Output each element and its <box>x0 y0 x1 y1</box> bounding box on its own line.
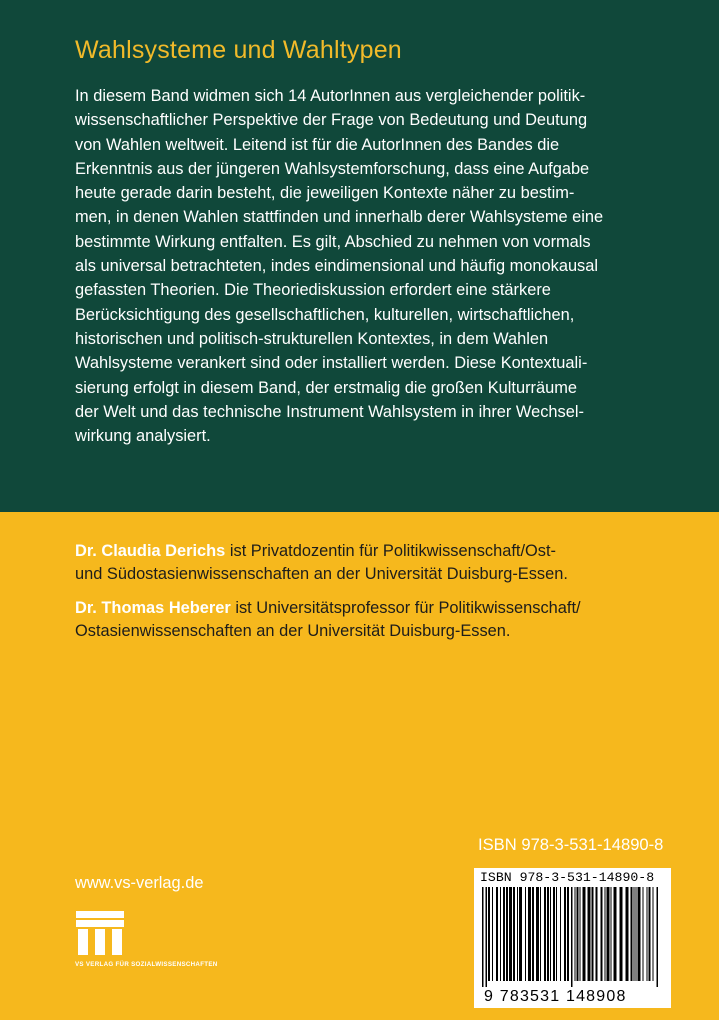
barcode-bar <box>517 887 518 981</box>
description-line: heute gerade darin besteht, die jeweiligen Kontexte näher zu bestim- <box>75 184 575 203</box>
author-bio <box>75 540 675 586</box>
barcode-bar <box>486 887 488 987</box>
author-name: Dr. Claudia Derichs <box>75 542 226 560</box>
barcode-bar <box>596 887 598 981</box>
barcode-bar <box>575 887 576 981</box>
barcode-bar <box>614 887 617 981</box>
publisher-website-link[interactable]: www.vs-verlag.de <box>75 874 204 892</box>
publisher-logo-caption: VS VERLAG FÜR SOZIALWISSENSCHAFTEN <box>75 961 218 968</box>
description-line: In diesem Band widmen sich 14 AutorInnen aus vergleichender politik- <box>75 87 586 105</box>
description-line: historischen und politisch-strukturellen Kontextes, in dem Wahlen <box>75 329 549 348</box>
barcode-bar <box>564 887 566 981</box>
barcode-bar <box>647 887 648 981</box>
barcode-bar <box>634 887 635 981</box>
barcode-bar <box>592 887 594 981</box>
author-bio-line <box>75 540 675 563</box>
barcode-bar <box>496 887 498 981</box>
isbn-label: ISBN 978-3-531-14890-8 <box>478 835 664 854</box>
barcode-bar <box>503 887 505 981</box>
barcode-bar <box>560 887 561 981</box>
description-line: sierung erfolgt in diesem Band, der erstmalig die großen Kulturräume <box>75 378 577 397</box>
barcode-bar <box>556 887 557 981</box>
author-bio-line: Ostasienwissenschaften an der Universität Duisburg-Essen. <box>75 622 511 640</box>
barcode-bar <box>544 887 546 981</box>
barcode-bar <box>607 887 610 981</box>
description-line: bestimmte Wirkung entfalten. Es gilt, Abschied zu nehmen von vormals <box>75 232 591 251</box>
barcode-bar <box>631 887 633 981</box>
description-line: als universal betrachteten, indes eindimensional und häufig monokausal <box>75 257 599 276</box>
barcode-bar <box>653 887 654 981</box>
barcode-bar <box>540 887 541 981</box>
author-bio-line <box>75 597 675 620</box>
barcode-bar <box>532 887 534 981</box>
barcode-bar <box>482 887 484 987</box>
author-bio-line: und Südostasienwissenschaften an der Universität Duisburg-Essen. <box>75 565 568 583</box>
description-line: der Welt und das technische Instrument Wahlsystem in ihrer Wechsel- <box>75 402 584 421</box>
barcode-bar <box>500 887 501 981</box>
barcode-bar <box>605 887 606 981</box>
author-bio-text: ist Universitätsprofessor für Politikwissenschaft/ <box>230 599 581 617</box>
book-title: Wahlsysteme und Wahltypen <box>75 36 402 64</box>
author-bio <box>75 597 675 643</box>
description-line: Wahlsysteme verankert sind oder installiert werden. Diese Kontextuali- <box>75 354 588 373</box>
barcode-bar <box>525 887 526 981</box>
barcode-bar <box>611 887 612 981</box>
book-description <box>75 84 655 448</box>
description-line: men, in denen Wahlen stattfinden und innerhalb derer Wahlsysteme eine <box>75 208 604 227</box>
barcode-bar <box>488 887 490 981</box>
barcode-bar <box>638 887 641 981</box>
barcode-bar <box>492 887 493 981</box>
barcode-bar <box>588 887 591 981</box>
author-bio-text: ist Privatdozentin für Politikwissenschaft/Ost- <box>225 542 556 560</box>
barcode-bar <box>620 887 623 981</box>
author-bios <box>75 540 675 654</box>
barcode-bar <box>580 887 581 981</box>
barcode-bar <box>553 887 555 981</box>
barcode-bar <box>550 887 551 981</box>
barcode-bar <box>601 887 603 981</box>
barcode-bar <box>536 887 539 981</box>
description-line: gefassten Theorien. Die Theoriediskussion erfordert eine stärkere <box>75 281 551 300</box>
barcode-bar <box>636 887 637 981</box>
barcode-bar <box>509 887 512 981</box>
publisher-logo-icon <box>76 911 124 955</box>
barcode-bar <box>547 887 549 981</box>
barcode-bar <box>649 887 651 981</box>
barcode-digits: 9 783531 148908 <box>484 988 627 1005</box>
barcode-bar <box>583 887 586 981</box>
barcode-bar <box>571 887 573 987</box>
barcode-bar <box>513 887 515 981</box>
barcode-bar <box>506 887 508 981</box>
barcode-bar <box>567 887 569 981</box>
description-line: Erkenntnis aus der jüngeren Wahlsystemforschung, dass eine Aufgabe <box>75 159 590 178</box>
barcode-bar <box>643 887 644 981</box>
barcode-bar <box>577 887 579 981</box>
barcode-bar <box>657 887 659 987</box>
barcode-isbn: ISBN 978-3-531-14890-8 <box>480 870 655 885</box>
barcode-bar <box>519 887 522 981</box>
description-line: wirkung analysiert. <box>75 427 211 446</box>
description-line: von Wahlen weltweit. Leitend ist für die AutorInnen des Bandes die <box>75 135 560 154</box>
barcode-bar <box>528 887 531 981</box>
description-line: Berücksichtigung des gesellschaftlichen, kulturellen, wirtschaftlichen, <box>75 305 575 324</box>
barcode-bar <box>626 887 629 981</box>
author-name: Dr. Thomas Heberer <box>75 599 231 617</box>
description-line: wissenschaftlicher Perspektive der Frage von Bedeutung und Deutung <box>75 111 588 130</box>
barcode-icon <box>480 887 665 987</box>
barcode-panel <box>474 868 671 1008</box>
